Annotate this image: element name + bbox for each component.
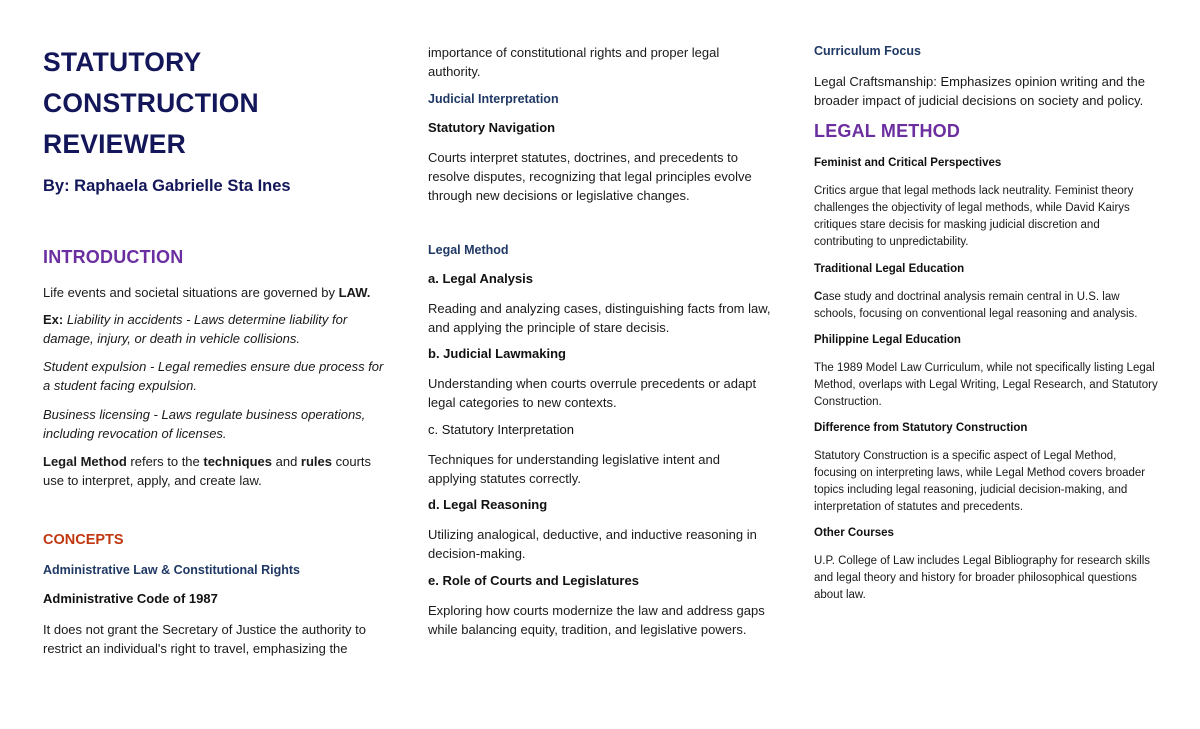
legal-analysis-text: Reading and analyzing cases, distinguishing facts from law, and applying the principle of stare decisis. [428,301,771,335]
example-3: Business licensing - Laws regulate business operations, including revocation of licenses. [43,407,366,441]
lm-term-2: techniques [203,454,272,469]
legal-reasoning-title: d. Legal Reasoning [428,497,548,512]
statutory-navigation-title: Statutory Navigation [428,120,556,135]
curriculum-focus-text: Legal Craftsmanship: Emphasizes opinion writing and the broader impact of judicial decisions on society and policy. [814,74,1145,108]
other-courses-text: U.P. College of Law includes Legal Bibliography for research skills and legal theory and history for broader philosophical questions about law. [814,555,1151,601]
lm-term-3: rules [300,454,332,469]
curriculum-focus-heading: Curriculum Focus [814,44,921,58]
feminist-title: Feminist and Critical Perspectives [814,157,1002,169]
legal-method-heading: Legal Method [428,243,509,257]
author-byline: By: Raphaela Gabrielle Sta Ines [43,177,291,195]
traditional-rest: ase study and doctrinal analysis remain central in U.S. law schools, focusing on conventional legal reasoning and analysis. [814,291,1138,320]
difference-text: Statutory Construction is a specific aspect of Legal Method, focusing on interpreting laws, while Legal Method covers broader topics including legal reasoning, judicial decision-making, and interpretation of statutes and precedents. [814,450,1146,513]
legal-method-section-heading: LEGAL METHOD [814,121,961,141]
legal-method-definition [43,452,388,490]
philippine-education-title: Philippine Legal Education [814,334,961,346]
admin-law-subheading: Administrative Law & Constitutional Rights [43,563,300,577]
role-of-courts-title: e. Role of Courts and Legislatures [428,573,639,588]
judicial-lawmaking-title: b. Judicial Lawmaking [428,346,566,361]
feminist-text: Critics argue that legal methods lack neutrality. Feminist theory challenges the objectivity of legal methods, while David Kairys critiques stare decisis for masking judicial discretion and contributing to unpredictability. [814,185,1134,248]
traditional-first-letter: C [814,291,823,303]
admin-code-text: It does not grant the Secretary of Justice the authority to restrict an individual's right to travel, emphasizing the [43,622,367,656]
role-of-courts-text: Exploring how courts modernize the law and address gaps while balancing equity, tradition, and legislative powers. [428,603,765,637]
difference-title: Difference from Statutory Construction [814,422,1028,434]
intro-lead [43,283,388,302]
example-1 [43,310,388,348]
statutory-navigation-text: Courts interpret statutes, doctrines, and precedents to resolve disputes, recognizing that legal principles evolve through new decisions or legislative changes. [428,150,752,203]
admin-code-title: Administrative Code of 1987 [43,591,218,606]
concepts-heading: CONCEPTS [43,532,124,548]
traditional-education-title: Traditional Legal Education [814,263,965,275]
title-line-2: CONSTRUCTION [43,88,259,118]
legal-analysis-title: a. Legal Analysis [428,271,534,286]
example-1-text: Liability in accidents - Laws determine liability for damage, injury, or death in vehicle collisions. [43,312,348,346]
statutory-interpretation-title: c. Statutory Interpretation [428,422,574,437]
example-2: Student expulsion - Legal remedies ensure due process for a student facing expulsion. [43,359,384,393]
traditional-education-text [814,289,1159,323]
lm-term: Legal Method [43,454,127,469]
intro-lead-bold: LAW. [338,285,371,300]
other-courses-title: Other Courses [814,527,894,539]
legal-reasoning-text: Utilizing analogical, deductive, and inductive reasoning in decision-making. [428,527,757,561]
judicial-interpretation-heading: Judicial Interpretation [428,92,559,106]
statutory-interpretation-text: Techniques for understanding legislative intent and applying statutes correctly. [428,452,720,486]
title-line-1: STATUTORY [43,47,202,77]
title-line-3: REVIEWER [43,129,186,159]
lm-text-3: courts use to interpret, apply, and create law. [43,454,372,488]
lm-text-1: refers to the [126,454,204,469]
introduction-heading: INTRODUCTION [43,247,184,267]
philippine-education-text: The 1989 Model Law Curriculum, while not specifically listing Legal Method, overlaps with Legal Writing, Legal Research, and Statutory Construction. [814,362,1158,408]
lm-text-2: and [272,454,301,469]
intro-lead-text: Life events and societal situations are governed by [43,285,339,300]
document-title [43,42,259,165]
example-label: Ex: [43,312,64,327]
judicial-lawmaking-text: Understanding when courts overrule precedents or adapt legal categories to new contexts. [428,376,757,410]
admin-code-text-continued: importance of constitutional rights and proper legal authority. [428,45,720,79]
